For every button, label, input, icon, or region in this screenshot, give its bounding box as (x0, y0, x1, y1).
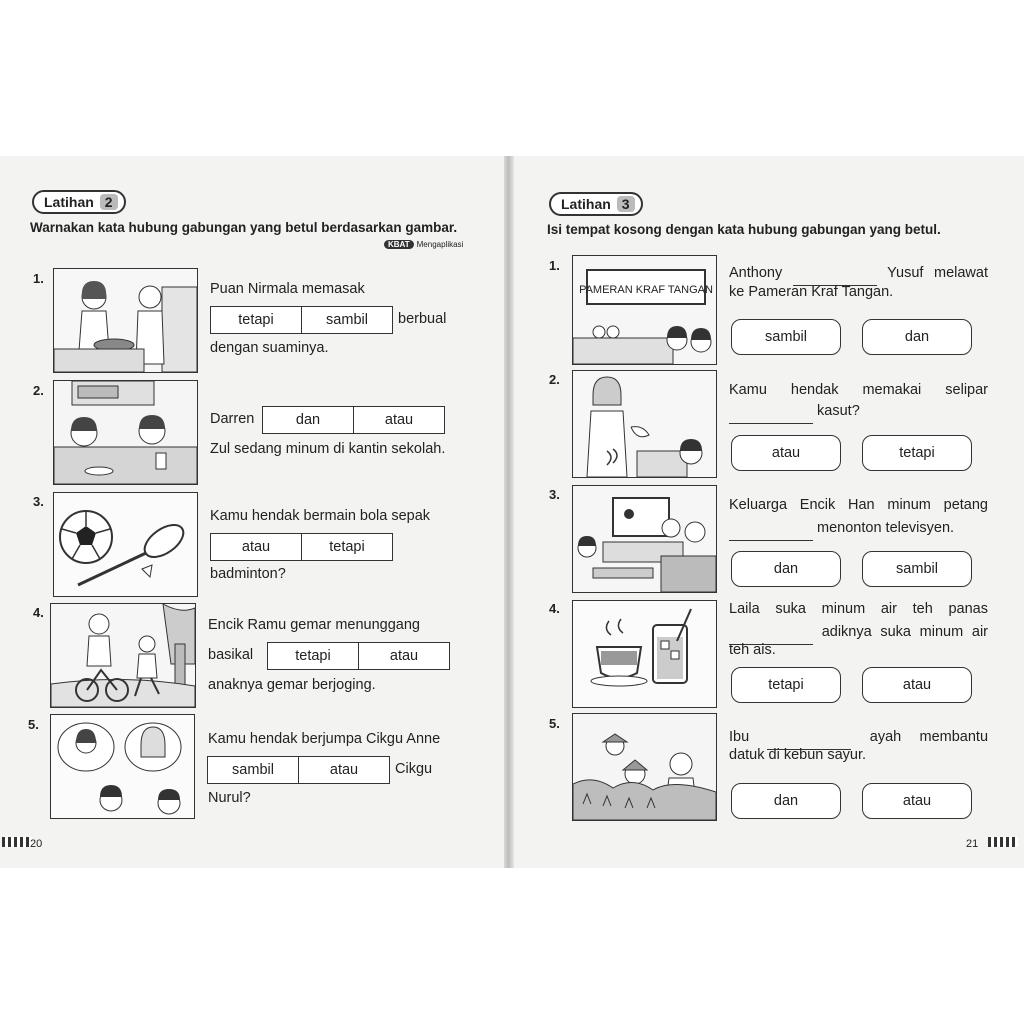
latihan-number: 3 (617, 196, 635, 212)
kbat-pill: KBAT (384, 240, 414, 249)
question-text-after: berbual (398, 311, 447, 327)
option-atau[interactable]: atau (862, 783, 972, 819)
question-text: Kamu hendak memakai selipar (729, 382, 988, 398)
option-dan[interactable]: dan (731, 783, 841, 819)
text-a: Ibu (729, 729, 750, 745)
question-number: 4. (33, 605, 44, 620)
option-tetapi[interactable]: tetapi (862, 435, 972, 471)
illustration-cooking (53, 268, 198, 373)
question-line (729, 517, 954, 541)
question-number: 3. (549, 487, 560, 502)
question-text-end: Zul sedang minum di kantin sekolah. (210, 441, 446, 457)
option-atau[interactable]: atau (358, 643, 449, 669)
question-text-end: badminton? (210, 566, 286, 582)
illustration-family-tv (572, 485, 717, 593)
latihan-title: Latihan (44, 194, 94, 210)
answer-blank[interactable] (729, 400, 813, 424)
page-number: 20 (30, 838, 43, 850)
question-number: 1. (33, 271, 44, 286)
option-dan[interactable]: dan (731, 551, 841, 587)
illustration-ball-racket (53, 492, 198, 597)
illustration-vegetable-garden (572, 713, 717, 821)
option-sambil[interactable]: sambil (862, 551, 972, 587)
question-text-end: datuk di kebun sayur. (729, 747, 867, 763)
question-text: Laila suka minum air teh panas (729, 601, 988, 617)
latihan-2-label (32, 190, 126, 214)
corner-pattern (2, 837, 32, 847)
option-atau[interactable]: atau (241, 539, 271, 555)
question-text-end: anaknya gemar berjoging. (208, 677, 376, 693)
text-b: adiknya suka minum air (821, 624, 988, 640)
illustration-teachers (50, 714, 195, 819)
question-text-after: Cikgu (395, 761, 433, 777)
option-sambil[interactable]: sambil (731, 319, 841, 355)
book-gutter (504, 156, 514, 868)
text-c: menonton televisyen. (817, 520, 955, 536)
latihan-title: Latihan (561, 196, 611, 212)
choice-box (210, 306, 393, 334)
option-tetapi[interactable]: tetapi (238, 312, 274, 328)
option-atau[interactable]: atau (298, 757, 389, 783)
option-tetapi[interactable]: tetapi (301, 534, 392, 560)
option-dan[interactable]: dan (862, 319, 972, 355)
illustration-canteen (53, 380, 198, 485)
option-atau[interactable]: atau (731, 435, 841, 471)
illustration-shoes (572, 370, 717, 478)
question-text: Encik Ramu gemar menunggang (208, 617, 420, 633)
option-tetapi[interactable]: tetapi (731, 667, 841, 703)
question-text-end: ke Pameran Kraf Tangan. (729, 284, 894, 300)
question-text: Keluarga Encik Han minum petang (729, 497, 988, 513)
question-text: Kamu hendak berjumpa Cikgu Anne (208, 731, 441, 747)
illustration-cycling-jogging (50, 603, 196, 708)
choice-box (207, 756, 390, 784)
text-b: ayah membantu (869, 729, 989, 745)
question-number: 2. (549, 372, 560, 387)
option-sambil[interactable]: sambil (301, 307, 392, 333)
illustration-craft-exhibition (572, 255, 717, 365)
latihan-number: 2 (100, 194, 118, 210)
question-text: Puan Nirmala memasak (210, 281, 365, 297)
page-number: 21 (966, 838, 979, 850)
question-text: Kamu hendak bermain bola sepak (210, 508, 431, 524)
question-number: 3. (33, 494, 44, 509)
question-number: 5. (549, 716, 560, 731)
right-instruction: Isi tempat kosong dengan kata hubung gabungan yang betul. (547, 222, 941, 237)
illustration-tea (572, 600, 717, 708)
choice-box (267, 642, 450, 670)
latihan-3-label (549, 192, 643, 216)
option-sambil[interactable]: sambil (232, 762, 274, 778)
text-b: Yusuf melawat (887, 265, 988, 281)
text-c: kasut? (817, 403, 860, 419)
choice-box (210, 533, 393, 561)
left-instruction: Warnakan kata hubung gabungan yang betul berdasarkan gambar. (30, 220, 458, 235)
corner-pattern (988, 837, 1018, 847)
question-text-2: basikal (208, 647, 254, 663)
question-number: 4. (549, 601, 560, 616)
question-text-end: Nurul? (208, 790, 251, 806)
question-line (729, 400, 860, 424)
question-text: Darren (210, 411, 255, 427)
question-text-end: teh ais. (729, 642, 776, 658)
answer-blank[interactable] (729, 517, 813, 541)
text-a: Anthony (729, 265, 783, 281)
question-number: 2. (33, 383, 44, 398)
exhibition-sign: PAMERAN KRAF TANGAN (579, 284, 713, 296)
question-number: 1. (549, 258, 560, 273)
question-number: 5. (28, 717, 39, 732)
option-dan[interactable]: dan (295, 412, 321, 428)
kbat-text: Mengaplikasi (416, 240, 464, 249)
option-atau[interactable]: atau (353, 407, 444, 433)
choice-box (262, 406, 445, 434)
kbat-badge (384, 240, 463, 249)
question-text-end: dengan suaminya. (210, 340, 329, 356)
option-tetapi[interactable]: tetapi (295, 648, 331, 664)
option-atau[interactable]: atau (862, 667, 972, 703)
